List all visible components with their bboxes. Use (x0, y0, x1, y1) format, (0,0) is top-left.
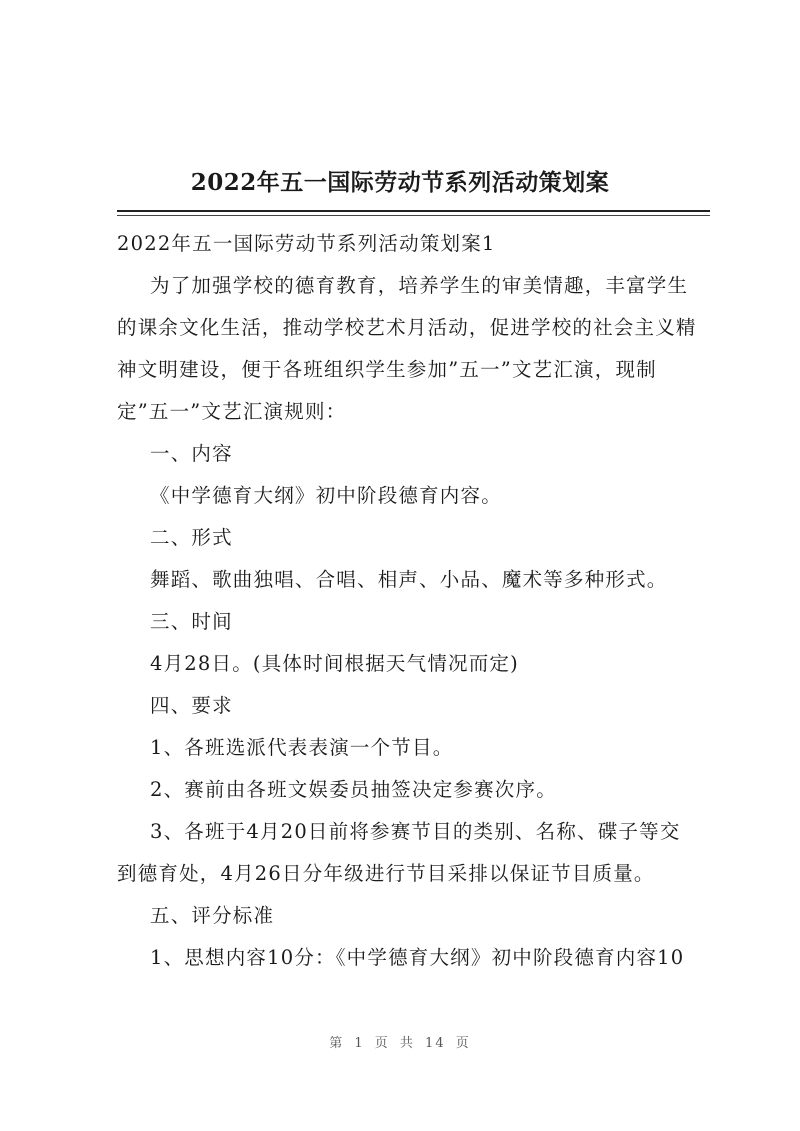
paragraph-line: 《中学德育大纲》初中阶段德育内容。 (150, 484, 502, 507)
paragraph-line: 神文明建设，便于各班组织学生参加”五一”文艺汇演，现制 (117, 358, 657, 381)
title-divider-thick (117, 210, 710, 212)
title-divider-thin (117, 215, 710, 216)
list-item: 1、各班选派代表表演一个节目。 (150, 736, 454, 759)
subheading: 五、评分标准 (150, 904, 275, 927)
paragraph-line: 到德育处，4月26日分年级进行节目采排以保证节目质量。 (117, 862, 655, 885)
paragraph-line: 的课余文化生活，推动学校艺术月活动，促进学校的社会主义精 (117, 316, 697, 339)
list-item: 1、思想内容10分：《中学德育大纲》初中阶段德育内容10 (150, 946, 685, 969)
paragraph-line: 舞蹈、歌曲独唱、合唱、相声、小品、魔术等多种形式。 (150, 568, 668, 591)
paragraph-line: 4月28日。(具体时间根据天气情况而定) (150, 652, 519, 675)
subheading: 三、时间 (150, 610, 233, 633)
list-item: 2、赛前由各班文娱委员抽签决定参赛次序。 (150, 778, 557, 801)
page-number-footer: 第 1 页 共 14 页 (329, 1036, 471, 1051)
subheading: 二、形式 (150, 526, 233, 549)
paragraph-line: 定”五一”文艺汇演规则： (117, 400, 347, 423)
section-heading: 2022年五一国际劳动节系列活动策划案1 (117, 232, 496, 255)
subheading: 一、内容 (150, 442, 233, 465)
document-title: 2022年五一国际劳动节系列活动策划案 (190, 169, 610, 196)
list-item: 3、各班于4月20日前将参赛节目的类别、名称、碟子等交 (150, 820, 681, 843)
paragraph-line: 为了加强学校的德育教育，培养学生的审美情趣，丰富学生 (150, 274, 689, 297)
subheading: 四、要求 (150, 694, 233, 717)
